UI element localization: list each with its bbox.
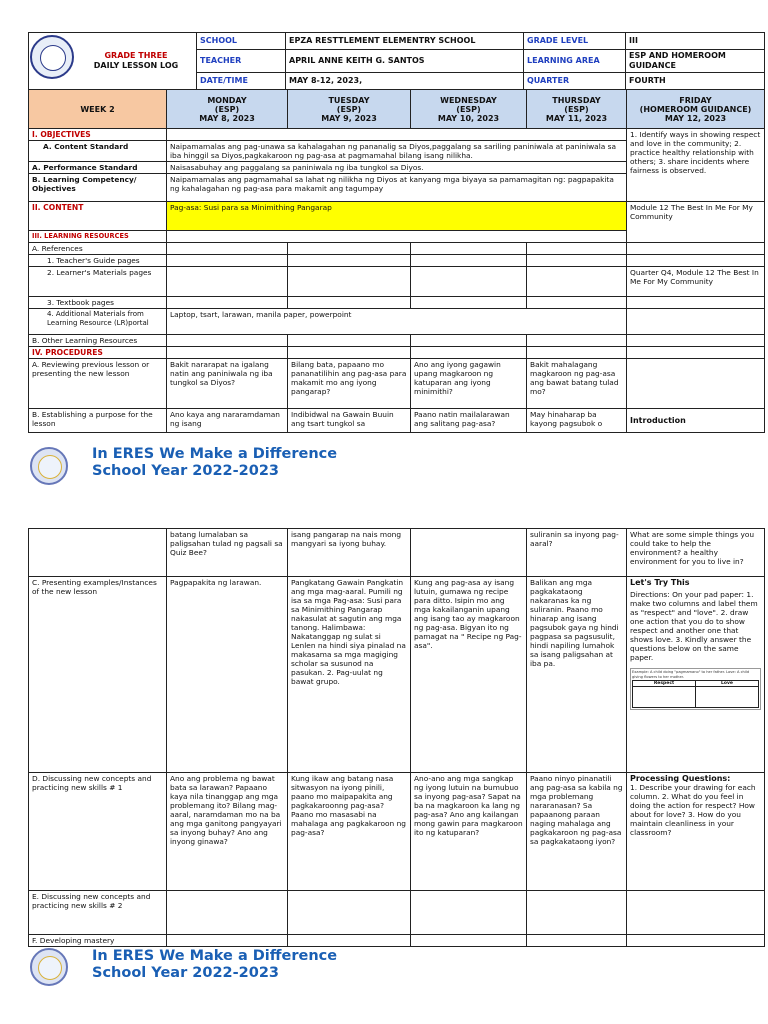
proc-a-thursday: Bakit mahalagang magkaroon ng pag-asa ang bawat batang tulad mo? <box>527 359 627 409</box>
footer-motto-2 <box>92 948 337 982</box>
performance-standard-label: A. Performance Standard <box>29 162 167 174</box>
date-value: MAY 8-12, 2023, <box>286 73 524 90</box>
footer-line-2: School Year 2022-2023 <box>92 463 280 479</box>
friday-lm: Quarter Q4, Module 12 The Best In Me For My Community <box>627 267 765 297</box>
content-standard-label: A. Content Standard <box>29 141 167 162</box>
processing-title: Processing Questions: <box>630 774 731 783</box>
proc-c-monday: Pagpapakita ng larawan. <box>167 577 288 773</box>
grade-level-label: GRADE LEVEL <box>524 33 626 50</box>
footer-line-1: In ERES We Make a Difference <box>92 446 338 462</box>
lm-label: 2. Learner's Materials pages <box>29 267 167 297</box>
school-label: SCHOOL <box>197 33 286 50</box>
proc-a-wednesday: Ano ang iyong gagawin upang magkaroon ng katuparan ang iyong minimithi? <box>411 359 527 409</box>
competency-text: Naipamamalas ang pagmamahal sa lahat ng nilikha ng Diyos at kanyang mga biyaya sa pamamagitan ng: pagpapakita ng kahalagahan ng pag-asa para makamit ang tagumpay <box>167 174 627 202</box>
proc-f-label: F. Developing mastery <box>29 935 167 947</box>
grade-title: GRADE THREE <box>104 51 168 60</box>
date-label: DATE/TIME <box>197 73 286 90</box>
resources-heading: III. LEARNING RESOURCES <box>29 231 167 243</box>
school-value: EPZA RESTTLEMENT ELEMENTRY SCHOOL <box>286 33 524 50</box>
day-wednesday: WEDNESDAY (ESP) MAY 10, 2023 <box>411 90 527 129</box>
competency-label: B. Learning Competency/ Objectives <box>29 174 167 202</box>
proc-d-wednesday: Ano-ano ang mga sangkap ng iyong lutuin na bumubuo sa inyong pag-asa? Sapat na ba na magkaroon ka lang ng pag-asa? Ano ang kailangan mong gawin para magkaroon ito ng katuparan? <box>411 773 527 891</box>
cont-monday: batang lumalaban sa paligsahan tulad ng pagsali sa Quiz Bee? <box>167 529 288 577</box>
quarter-label: QUARTER <box>524 73 626 90</box>
proc-b-label: B. Establishing a purpose for the lesson <box>29 409 167 433</box>
content-text: Pag-asa: Susi para sa Minimithing Pangarap <box>167 202 627 231</box>
grade-level-value: III <box>626 33 765 50</box>
proc-c-tuesday: Pangkatang Gawain Pangkatin ang mga mag-aaral. Pumili ng isa sa mga Pag-asa: Susi para sa Minimithing Pangarap nakasulat at sagutin ang mga tanong. Halimbawa: Nakatanggap ng sulat si Lenlen na hindi siya pinalad na makasama sa mga magiging scholar sa susunod na pasukan. 2. Pag-uulat ng bawat grupo. <box>288 577 411 773</box>
proc-c-friday <box>627 577 765 773</box>
example-table-caption: Example: A child doing "pagmamano" to her father. Love: A child giving flowers to her mother. <box>632 670 750 679</box>
proc-a-label: A. Reviewing previous lesson or presenting the new lesson <box>29 359 167 409</box>
proc-a-tuesday: Bilang bata, papaano mo pananatilihin ang pag-asa para makamit mo ang iyong pangarap? <box>288 359 411 409</box>
content-heading: II. CONTENT <box>29 202 167 231</box>
learning-area-label: LEARNING AREA <box>524 50 626 73</box>
proc-b-friday: Introduction <box>627 409 765 433</box>
tg-label: 1. Teacher's Guide pages <box>29 255 167 267</box>
processing-text: 1. Describe your drawing for each column. 2. What do you feel in doing the action for respect? How about for love? 3. How do you maintain cleanliness in your classroom? <box>630 783 756 837</box>
friday-objectives: 1. Identify ways in showing respect and love in the community; 2. practice healthy relationship with others; 3. share incidents where fairness is observed. <box>627 129 765 202</box>
footer-line-2: School Year 2022-2023 <box>92 965 280 981</box>
tb-label: 3. Textbook pages <box>29 297 167 309</box>
proc-c-label: C. Presenting examples/Instances of the new lesson <box>29 577 167 773</box>
proc-d-friday <box>627 773 765 891</box>
header-table <box>28 32 765 90</box>
performance-standard-text: Naisasabuhay ang paggalang sa paniniwala ng iba tungkol sa Diyos. <box>167 162 627 174</box>
procedures-heading: IV. PROCEDURES <box>29 347 167 359</box>
log-title: DAILY LESSON LOG <box>93 61 179 70</box>
proc-b-tuesday: Indibidwal na Gawain Buuin ang tsart tungkol sa <box>288 409 411 433</box>
proc-d-thursday: Paano ninyo pinanatili ang pag-asa sa kabila ng mga problemang nararanasan? Sa papaanong paraan naging mahalaga ang pagkakaroon ng pag-asa sa pagkakataong iyon? <box>527 773 627 891</box>
lesson-table-continued <box>28 528 765 947</box>
day-thursday: THURSDAY (ESP) MAY 11, 2023 <box>527 90 627 129</box>
references-label: A. References <box>29 243 167 255</box>
additional-label: 4. Additional Materials from Learning Resource (LR)portal <box>29 309 167 335</box>
proc-d-label: D. Discussing new concepts and practicing new skills # 1 <box>29 773 167 891</box>
cont-thursday: suliranin sa inyong pag-aaral? <box>527 529 627 577</box>
proc-b-monday: Ano kaya ang nararamdaman ng isang <box>167 409 288 433</box>
content-standard-text: Naipamamalas ang pag-unawa sa kahalagahan ng pananalig sa Diyos,paggalang sa sariling paniniwala at paniniwala sa iba hinggil sa Diyos,pagkakaroon ng pag-asa at pagmamahal bilang isang nilikha. <box>167 141 627 162</box>
proc-a-monday: Bakit nararapat na igalang natin ang paniniwala ng iba tungkol sa Diyos? <box>167 359 288 409</box>
cont-tuesday: isang pangarap na nais mong mangyari sa iyong buhay. <box>288 529 411 577</box>
footer-motto <box>92 446 337 480</box>
proc-b-wednesday: Paano natin mailalarawan ang salitang pag-asa? <box>411 409 527 433</box>
proc-e-label: E. Discussing new concepts and practicing new skills # 2 <box>29 891 167 935</box>
example-table-image <box>630 668 761 710</box>
friday-content: Module 12 The Best In Me For My Community <box>627 202 765 243</box>
lets-try-text: Directions: On your pad paper: 1. make two columns and label them as "respect" and "love". 2. draw one action that you do to show respect and another one that shows love. 3. Kindly answer the questions below on the same paper. <box>630 590 758 662</box>
week-cell: WEEK 2 <box>29 90 167 129</box>
proc-b-thursday: May hinaharap ba kayong pagsubok o <box>527 409 627 433</box>
quarter-value: FOURTH <box>626 73 765 90</box>
teacher-label: TEACHER <box>197 50 286 73</box>
proc-d-monday: Ano ang problema ng bawat bata sa larawan? Papaano kaya nila tinanggap ang mga problemang ito? Bilang mag-aaral, naramdaman mo na ba ang mga ganitong pangyayari sa inyong buhay? Ano ang inyong ginawa? <box>167 773 288 891</box>
footer-line-1: In ERES We Make a Difference <box>92 948 338 964</box>
additional-text: Laptop, tsart, larawan, manila paper, powerpoint <box>167 309 627 335</box>
school-logo <box>30 447 68 485</box>
lesson-table <box>28 89 765 433</box>
day-tuesday: TUESDAY (ESP) MAY 9, 2023 <box>288 90 411 129</box>
example-col-love: Love <box>696 681 759 687</box>
learning-area-value: ESP AND HOMEROOM GUIDANCE <box>626 50 765 73</box>
school-logo-2 <box>30 948 68 986</box>
example-col-respect: Respect <box>633 681 696 687</box>
proc-d-tuesday: Kung ikaw ang batang nasa sitwasyon na iyong pinili, paano mo maipapakita ang pagkakaroonng pag-asa? Paano mo masasabi na mahalaga ang pagkakaroon ng pag-asa? <box>288 773 411 891</box>
day-friday: FRIDAY (HOMEROOM GUIDANCE) MAY 12, 2023 <box>627 90 765 129</box>
day-monday: MONDAY (ESP) MAY 8, 2023 <box>167 90 288 129</box>
cont-friday: What are some simple things you could take to help the environment? a healthy environment for you to live in? <box>627 529 765 577</box>
lets-try-title: Let's Try This <box>630 578 690 587</box>
teacher-value: APRIL ANNE KEITH G. SANTOS <box>286 50 524 73</box>
proc-c-thursday: Balikan ang mga pagkakataong nakaranas ka ng suliranin. Paano mo hinarap ang isang pagsubok gaya ng hindi pagpasa sa pagsusulit, hindi napiling lumahok sa isang paligsahan at iba pa. <box>527 577 627 773</box>
objectives-heading: I. OBJECTIVES <box>29 129 167 141</box>
proc-c-wednesday: Kung ang pag-asa ay isang lutuin, gumawa ng recipe para ditto. Isipin mo ang mga kakailanganin upang ang isang tao ay magkaroon ng pag-asa. Bigyan ito ng pamagat na " Recipe ng Pag-asa". <box>411 577 527 773</box>
other-resources-label: B. Other Learning Resources <box>29 335 167 347</box>
